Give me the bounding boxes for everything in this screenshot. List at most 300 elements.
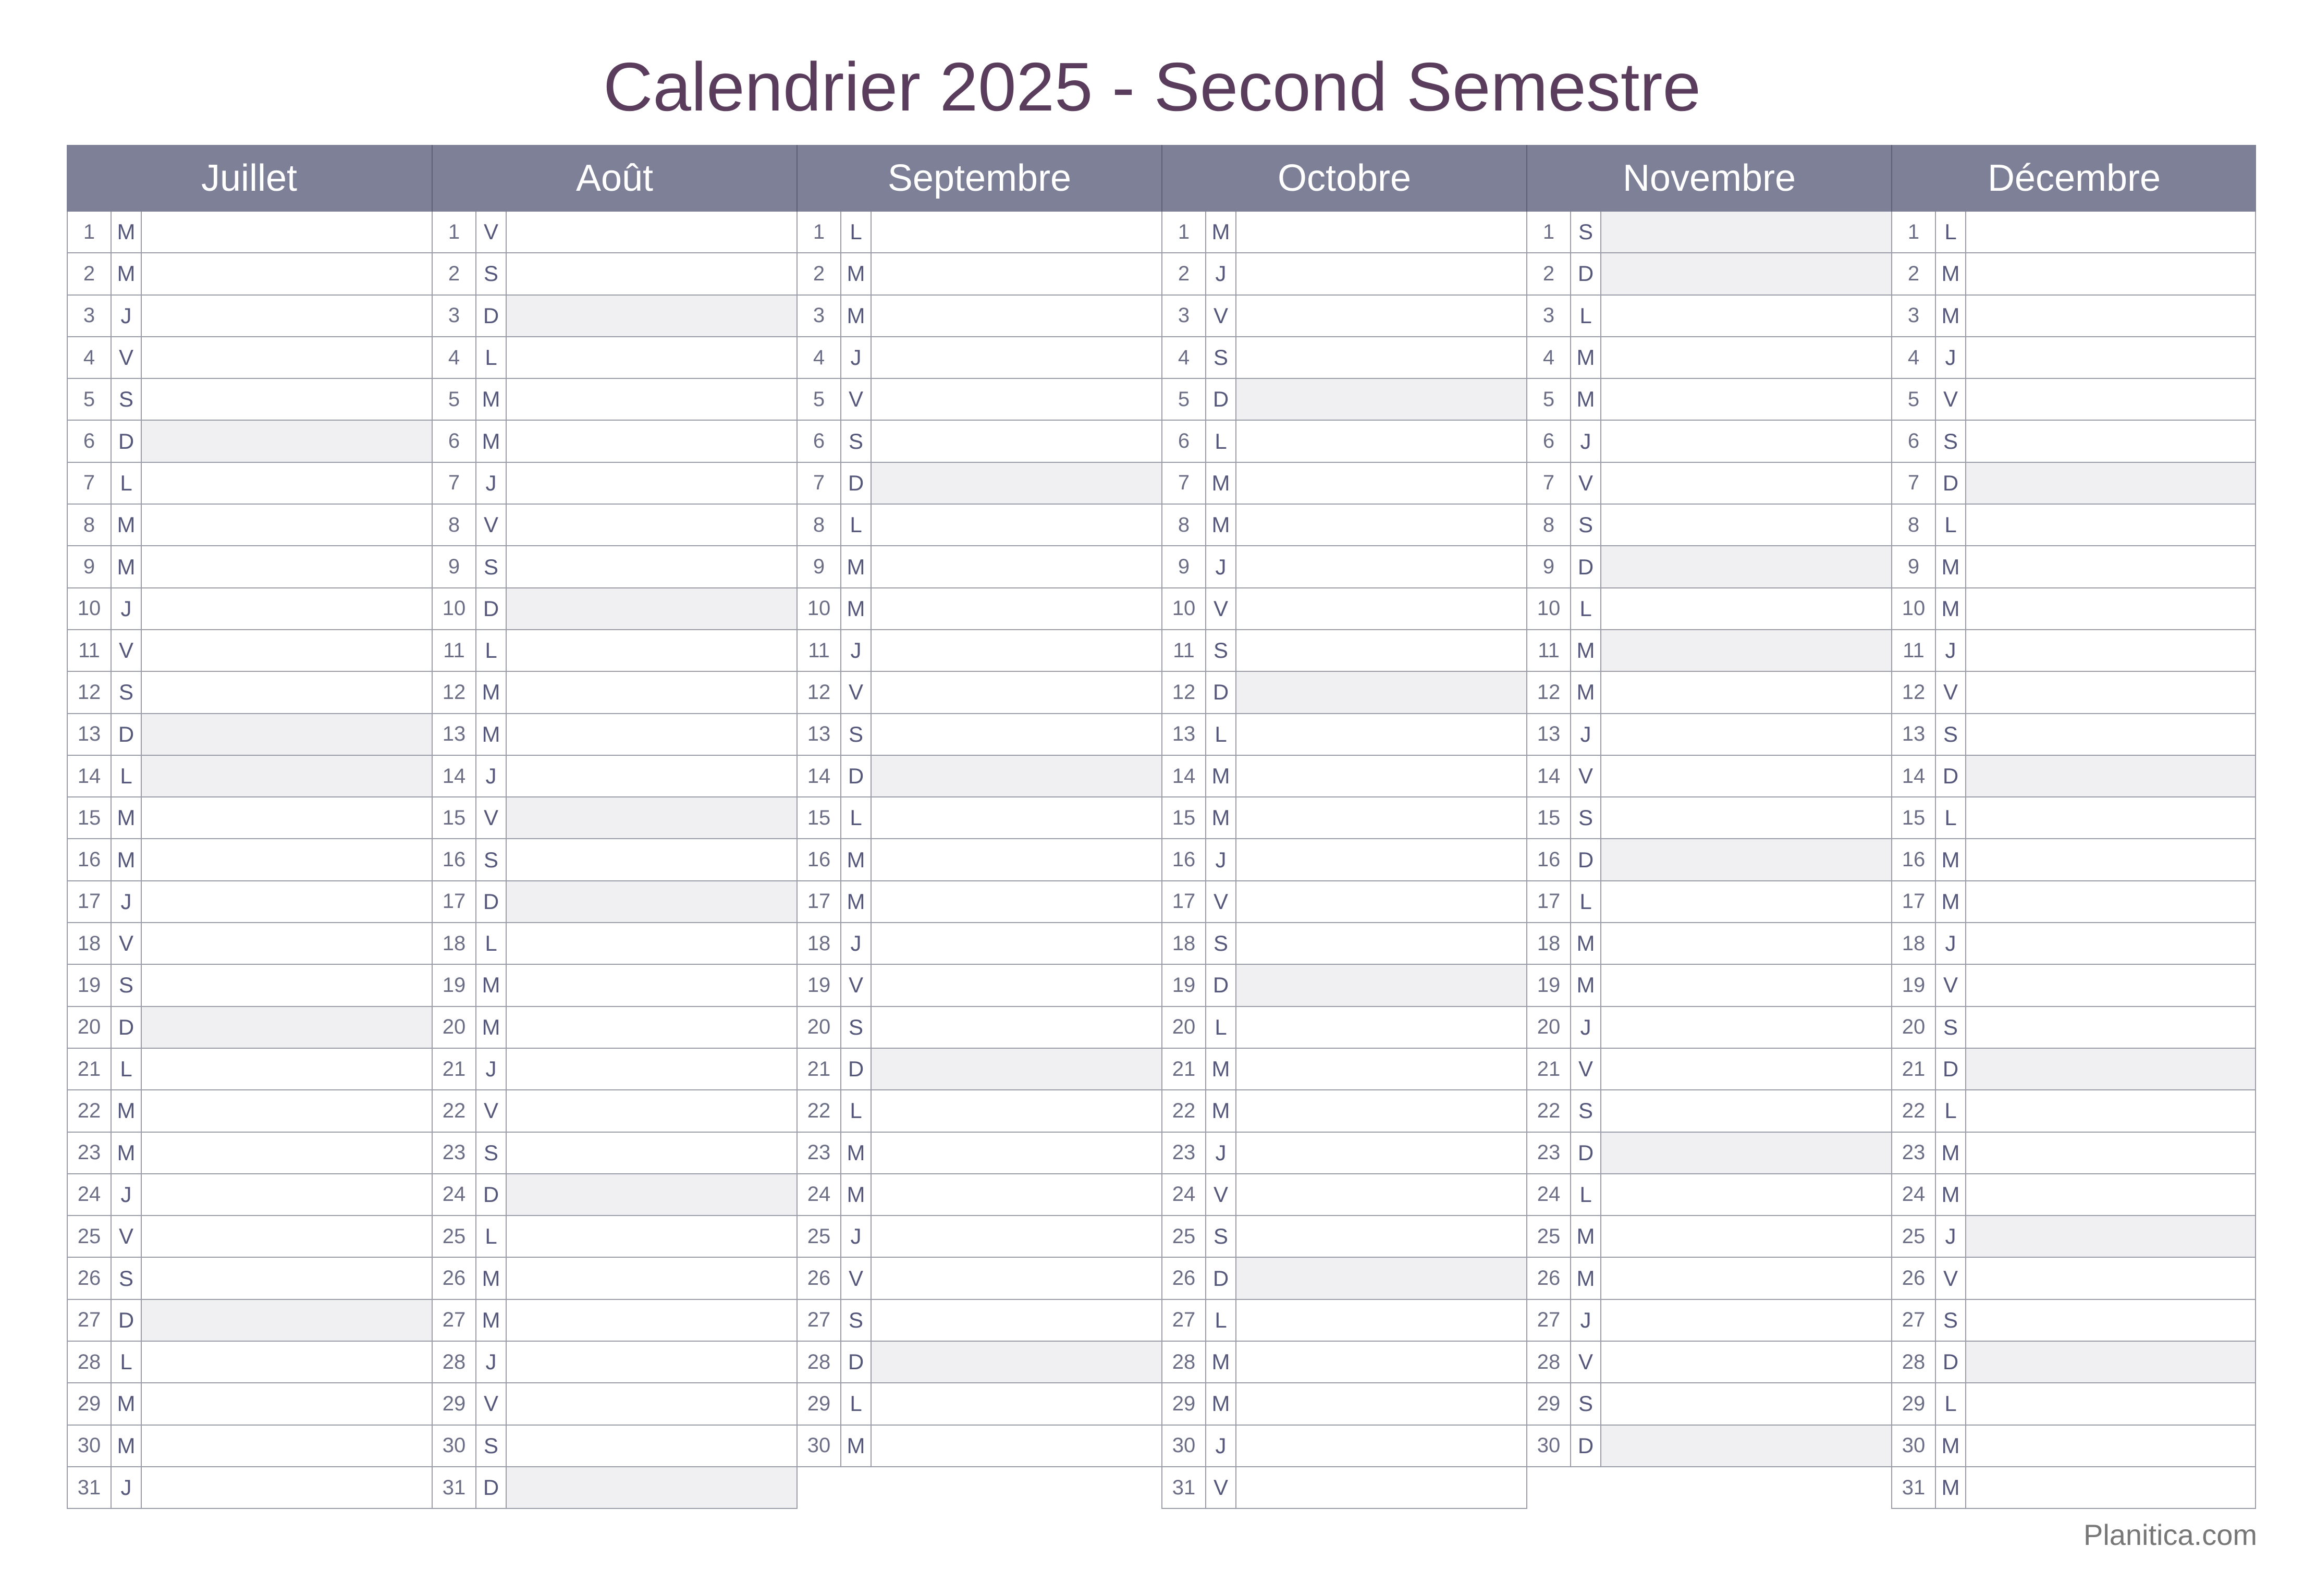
day-number: 29 [1892,1383,1936,1424]
day-of-week: V [841,379,872,420]
day-number: 19 [433,965,476,1005]
day-number: 22 [1892,1090,1936,1131]
day-of-week: J [1936,1216,1966,1257]
day-of-week: M [476,672,507,713]
day-number: 2 [798,253,841,294]
day-of-week: M [841,546,872,587]
day-note-cell [1236,1216,1526,1257]
day-number: 16 [433,839,476,880]
day-row [67,714,433,756]
day-number: 3 [798,296,841,336]
day-number: 14 [68,756,112,796]
day-number: 20 [433,1007,476,1048]
day-number: 10 [1892,588,1936,629]
day-note-cell [872,379,1161,420]
day-row [1891,839,2256,881]
day-row [1161,421,1527,462]
day-note-cell [142,672,432,713]
day-of-week: J [841,630,872,671]
day-number: 9 [798,546,841,587]
day-row [432,672,798,714]
day-note-cell [1236,1467,1526,1508]
day-of-week: M [1571,923,1601,964]
day-note-cell [1966,756,2255,796]
day-note-cell [1236,797,1526,838]
day-note-cell [1236,421,1526,461]
day-row [1526,1258,1892,1299]
day-number: 19 [68,965,112,1005]
day-note-cell [872,337,1161,378]
day-number: 1 [1162,212,1206,252]
day-number: 30 [68,1426,112,1466]
day-row [1891,965,2256,1006]
day-number: 28 [1892,1342,1936,1382]
day-row [1891,672,2256,714]
day-of-week: L [1936,212,1966,252]
day-of-week: V [476,1090,507,1131]
day-of-week: V [112,1216,142,1257]
day-of-week: M [112,212,142,252]
day-number: 7 [433,463,476,504]
day-of-week: J [1936,630,1966,671]
day-row [1161,1426,1527,1467]
day-row [67,1426,433,1467]
day-of-week: D [1206,965,1236,1005]
day-of-week: D [476,296,507,336]
day-number: 27 [798,1300,841,1341]
day-of-week: V [112,337,142,378]
day-row [1161,1383,1527,1425]
day-number: 27 [68,1300,112,1341]
day-note-cell [1966,797,2255,838]
day-of-week: J [1571,714,1601,755]
day-number: 20 [1162,1007,1206,1048]
day-row [432,1049,798,1090]
day-number: 10 [798,588,841,629]
day-note-cell [142,1467,432,1508]
day-number: 10 [433,588,476,629]
day-of-week: M [1206,1049,1236,1089]
day-number: 9 [1892,546,1936,587]
day-number: 1 [1892,212,1936,252]
day-note-cell [1966,421,2255,461]
day-row [796,881,1162,923]
day-row [796,1049,1162,1090]
day-note-cell [872,1007,1161,1048]
day-note-cell [872,714,1161,755]
day-row [796,463,1162,505]
day-row [67,1258,433,1299]
day-row [432,1467,798,1509]
day-of-week: M [1936,1174,1966,1215]
day-row [796,1383,1162,1425]
day-of-week: D [112,714,142,755]
day-of-week: D [476,588,507,629]
day-note-cell [1966,588,2255,629]
day-number: 5 [1527,379,1571,420]
day-row [432,1383,798,1425]
day-row [1161,1342,1527,1383]
day-of-week: D [841,1049,872,1089]
day-number: 20 [798,1007,841,1048]
day-number: 8 [1162,505,1206,545]
day-row [796,923,1162,965]
day-number: 24 [798,1174,841,1215]
day-row [1161,630,1527,672]
day-of-week: S [476,839,507,880]
day-row [67,505,433,546]
day-number: 31 [433,1467,476,1508]
day-of-week: V [1936,672,1966,713]
month-column [432,145,796,1511]
day-row [1526,1342,1892,1383]
day-row [1891,756,2256,797]
day-row [1161,463,1527,505]
day-number: 9 [1162,546,1206,587]
day-row [1161,546,1527,588]
day-of-week: S [112,379,142,420]
day-number: 6 [68,421,112,461]
day-of-week: J [1206,839,1236,880]
day-number: 6 [798,421,841,461]
day-number: 12 [1162,672,1206,713]
day-row [67,546,433,588]
day-note-cell [872,1133,1161,1173]
day-of-week: J [112,881,142,922]
day-of-week: S [112,1258,142,1298]
day-note-cell [1601,714,1891,755]
day-note-cell [1601,588,1891,629]
day-row [796,1300,1162,1342]
day-number: 25 [433,1216,476,1257]
day-of-week: M [112,797,142,838]
day-row [796,296,1162,337]
day-row [1891,253,2256,295]
day-number: 21 [433,1049,476,1089]
day-note-cell [1601,923,1891,964]
day-note-cell [507,630,796,671]
day-number: 28 [798,1342,841,1382]
day-number: 5 [1892,379,1936,420]
day-row [1526,1426,1892,1467]
day-row [796,1133,1162,1174]
day-of-week: V [1206,588,1236,629]
day-row [67,421,433,462]
day-row [796,1090,1162,1132]
day-note-cell [1966,1300,2255,1341]
day-number: 30 [798,1426,841,1466]
day-of-week: V [1571,756,1601,796]
day-row [432,379,798,421]
day-number: 1 [798,212,841,252]
day-note-cell [872,463,1161,504]
day-of-week: S [1936,1300,1966,1341]
day-row [1891,337,2256,379]
day-of-week: J [112,1174,142,1215]
day-note-cell [507,505,796,545]
day-note-cell [872,1426,1161,1466]
day-note-cell [1966,1342,2255,1382]
day-row [1891,463,2256,505]
day-number: 26 [68,1258,112,1298]
day-note-cell [1966,505,2255,545]
day-row [67,1133,433,1174]
day-of-week: V [841,1258,872,1298]
day-number: 10 [1162,588,1206,629]
day-of-week: D [1206,1258,1236,1298]
day-number: 13 [1892,714,1936,755]
day-row [1891,379,2256,421]
day-of-week: D [476,1174,507,1215]
day-row [1526,253,1892,295]
day-note-cell [1966,881,2255,922]
day-note-cell [142,505,432,545]
day-of-week: M [1571,630,1601,671]
day-row [1526,1007,1892,1049]
day-number: 18 [68,923,112,964]
day-of-week: V [476,1383,507,1424]
day-note-cell [872,505,1161,545]
day-row [432,1258,798,1299]
day-note-cell [1966,630,2255,671]
day-row [432,463,798,505]
day-of-week: J [1571,421,1601,461]
day-of-week: M [1571,965,1601,1005]
day-row [67,296,433,337]
day-of-week: V [1206,296,1236,336]
day-number: 16 [1892,839,1936,880]
day-of-week: J [1206,253,1236,294]
day-number: 15 [798,797,841,838]
day-number: 31 [1892,1467,1936,1508]
day-of-week: S [1936,714,1966,755]
day-note-cell [507,672,796,713]
day-of-week: L [841,212,872,252]
day-note-cell [507,965,796,1005]
day-number: 15 [433,797,476,838]
day-note-cell [507,253,796,294]
day-note-cell [1966,1049,2255,1089]
day-note-cell [1601,421,1891,461]
day-note-cell [1601,881,1891,922]
day-of-week: D [1571,253,1601,294]
month-header: Octobre [1161,145,1526,212]
day-note-cell [1236,630,1526,671]
day-note-cell [872,546,1161,587]
day-row [67,1342,433,1383]
day-number: 21 [798,1049,841,1089]
day-note-cell [872,630,1161,671]
day-of-week: D [841,1342,872,1382]
day-of-week: M [1206,463,1236,504]
day-of-week: S [841,1300,872,1341]
day-row [1891,1426,2256,1467]
day-row [432,839,798,881]
day-note-cell [142,1383,432,1424]
day-of-week: M [1936,881,1966,922]
day-list [1526,212,1891,1467]
day-note-cell [142,253,432,294]
day-number: 3 [433,296,476,336]
month-column [67,145,432,1511]
day-of-week: J [1206,1133,1236,1173]
day-note-cell [872,212,1161,252]
day-row [796,1216,1162,1258]
day-number: 8 [1892,505,1936,545]
day-row [796,1007,1162,1049]
day-number: 1 [1527,212,1571,252]
day-number: 16 [798,839,841,880]
day-number: 11 [1527,630,1571,671]
day-of-week: D [112,1300,142,1341]
day-note-cell [507,1342,796,1382]
day-of-week: J [112,296,142,336]
day-number: 17 [1527,881,1571,922]
day-number: 20 [68,1007,112,1048]
day-of-week: V [1936,965,1966,1005]
day-row [67,1300,433,1342]
day-of-week: M [112,839,142,880]
day-of-week: D [1206,672,1236,713]
day-number: 9 [433,546,476,587]
day-number: 29 [433,1383,476,1424]
day-of-week: M [1936,1133,1966,1173]
day-row [432,1090,798,1132]
day-row [1891,1216,2256,1258]
day-number: 23 [1892,1133,1936,1173]
day-of-week: L [841,1090,872,1131]
day-note-cell [507,756,796,796]
day-note-cell [872,1300,1161,1341]
day-row [1161,672,1527,714]
day-number: 4 [433,337,476,378]
day-note-cell [507,588,796,629]
day-row [796,839,1162,881]
day-row [1526,1383,1892,1425]
day-number: 8 [1527,505,1571,545]
day-note-cell [507,421,796,461]
day-of-week: M [112,1383,142,1424]
day-number: 17 [1162,881,1206,922]
day-row [67,463,433,505]
day-number: 18 [798,923,841,964]
day-number: 13 [1527,714,1571,755]
day-of-week: M [112,1133,142,1173]
day-row [796,588,1162,630]
day-row [1526,212,1892,253]
day-note-cell [1601,463,1891,504]
day-row [1891,505,2256,546]
day-row [67,965,433,1006]
day-of-week: L [1206,1300,1236,1341]
day-row [67,672,433,714]
day-of-week: D [1936,1049,1966,1089]
day-of-week: M [112,505,142,545]
day-number: 14 [1527,756,1571,796]
day-list [67,212,432,1509]
day-number: 30 [1892,1426,1936,1466]
day-of-week: L [1936,1383,1966,1424]
day-number: 27 [1892,1300,1936,1341]
day-row [432,756,798,797]
day-of-week: S [1206,630,1236,671]
day-row [796,1258,1162,1299]
day-of-week: M [112,1090,142,1131]
day-row [1526,1090,1892,1132]
day-of-week: S [112,672,142,713]
day-row [432,1342,798,1383]
day-number: 11 [798,630,841,671]
day-of-week: D [841,756,872,796]
day-row [1526,546,1892,588]
day-number: 30 [433,1426,476,1466]
day-of-week: M [476,714,507,755]
day-number: 26 [1527,1258,1571,1298]
day-row [67,839,433,881]
day-number: 3 [1162,296,1206,336]
day-number: 18 [1162,923,1206,964]
day-row [1161,1133,1527,1174]
day-number: 10 [68,588,112,629]
day-row [1526,756,1892,797]
day-number: 2 [1892,253,1936,294]
day-note-cell [507,881,796,922]
day-note-cell [507,1049,796,1089]
day-number: 20 [1892,1007,1936,1048]
day-of-week: L [112,1049,142,1089]
day-of-week: L [1936,505,1966,545]
day-note-cell [872,1258,1161,1298]
day-number: 1 [68,212,112,252]
day-row [1161,1216,1527,1258]
day-row [432,588,798,630]
day-of-week: L [841,1383,872,1424]
day-number: 9 [68,546,112,587]
day-row [1526,839,1892,881]
day-of-week: M [1571,672,1601,713]
day-number: 28 [433,1342,476,1382]
day-number: 9 [1527,546,1571,587]
day-note-cell [1236,1300,1526,1341]
day-row [796,379,1162,421]
day-number: 29 [1527,1383,1571,1424]
day-row [67,1216,433,1258]
day-number: 11 [433,630,476,671]
day-of-week: J [841,1216,872,1257]
day-row [1891,1258,2256,1299]
day-note-cell [1236,1007,1526,1048]
day-row [1161,1258,1527,1299]
day-note-cell [872,1342,1161,1382]
day-note-cell [872,1216,1161,1257]
day-number: 6 [1527,421,1571,461]
day-row [432,505,798,546]
day-note-cell [1966,546,2255,587]
day-of-week: V [1936,379,1966,420]
day-number: 29 [68,1383,112,1424]
day-row [67,1090,433,1132]
day-of-week: J [112,588,142,629]
day-note-cell [1601,296,1891,336]
day-note-cell [1236,296,1526,336]
day-number: 13 [798,714,841,755]
day-of-week: L [112,463,142,504]
day-number: 11 [1892,630,1936,671]
day-note-cell [1236,1049,1526,1089]
day-note-cell [1236,505,1526,545]
day-row [1161,714,1527,756]
day-of-week: M [1936,546,1966,587]
